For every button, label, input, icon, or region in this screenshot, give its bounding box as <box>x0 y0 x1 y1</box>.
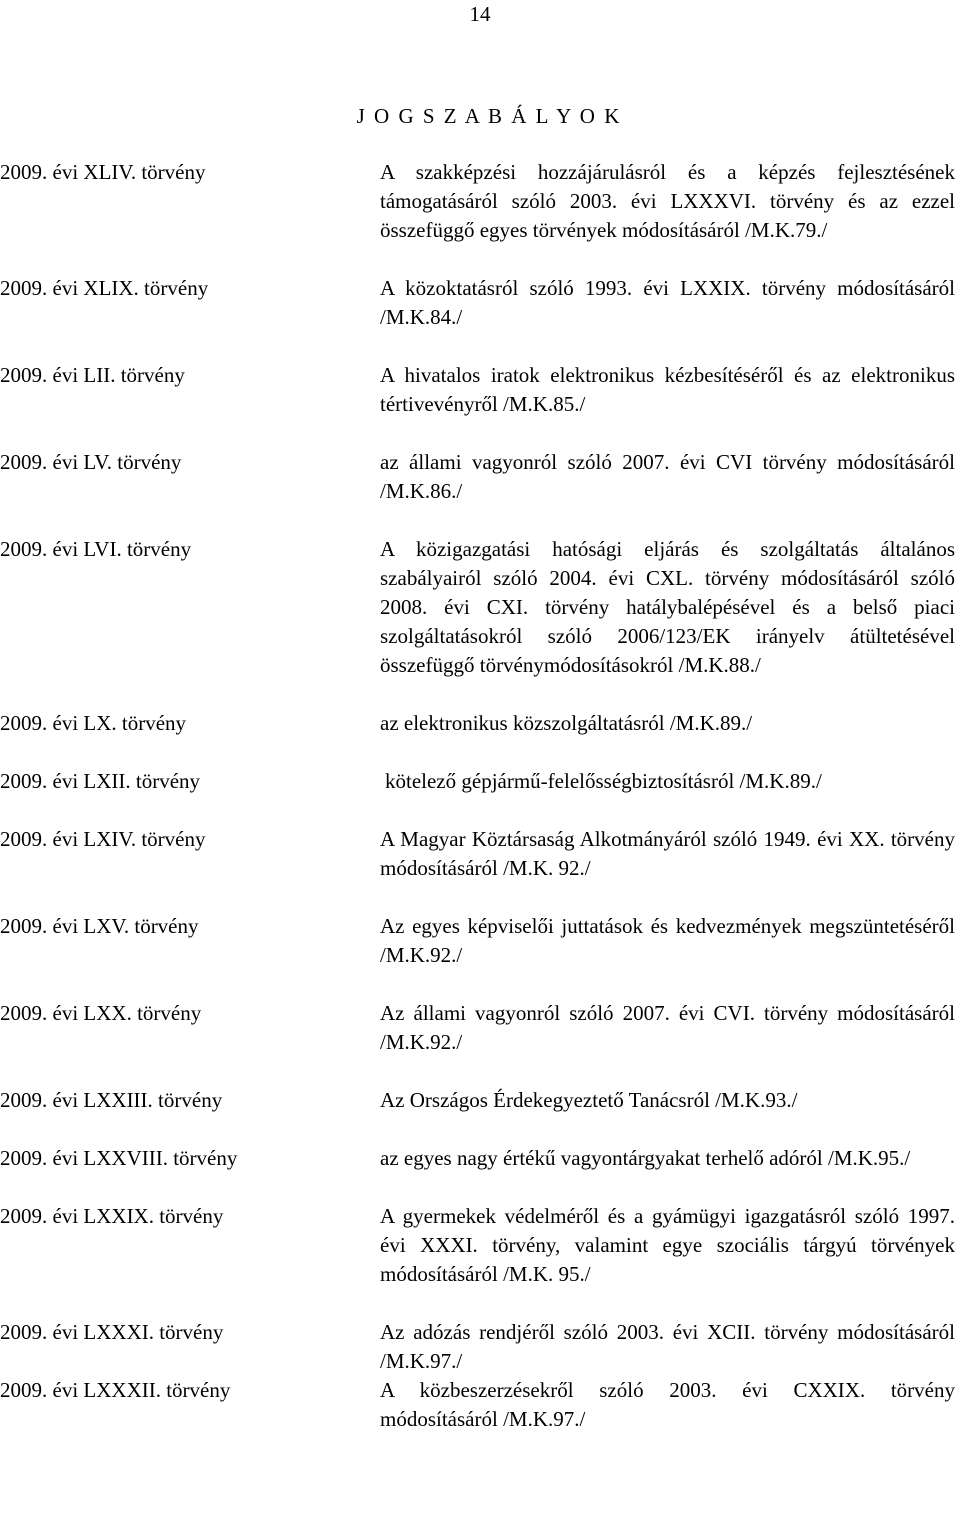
law-entry <box>0 1086 960 1115</box>
law-entry <box>0 1202 960 1289</box>
law-entry <box>0 535 960 680</box>
law-entry <box>0 361 960 419</box>
law-reference: 2009. évi XLIX. törvény <box>0 276 209 300</box>
law-entry <box>0 448 960 506</box>
law-description: az elektronikus közszolgáltatásról /M.K.89./ <box>380 711 753 735</box>
law-reference: 2009. évi XLIV. törvény <box>0 160 206 184</box>
law-entry <box>0 1376 960 1434</box>
law-entry <box>0 158 960 245</box>
law-entry <box>0 709 960 738</box>
law-reference: 2009. évi LXIV. törvény <box>0 827 206 851</box>
law-entry <box>0 274 960 332</box>
law-reference: 2009. évi LXII. törvény <box>0 769 201 793</box>
law-description: A Magyar Köztársaság Alkotmányáról szóló 1949. évi XX. törvény módosításáról /M.K. 92./ <box>380 827 955 880</box>
law-description: A hivatalos iratok elektronikus kézbesítéséről és az elektronikus tértivevényről /M.K.85./ <box>380 363 955 416</box>
law-description: Az adózás rendjéről szóló 2003. évi XCII. törvény módosításáról /M.K.97./ <box>380 1320 955 1373</box>
law-entry <box>0 999 960 1057</box>
law-description: az egyes nagy értékű vagyontárgyakat terhelő adóról /M.K.95./ <box>380 1146 911 1170</box>
law-entry <box>0 1144 960 1173</box>
law-entry <box>0 767 960 796</box>
law-description: az állami vagyonról szóló 2007. évi CVI törvény módosításáról /M.K.86./ <box>380 450 955 503</box>
law-reference: 2009. évi LXXIII. törvény <box>0 1088 223 1112</box>
law-description: Az állami vagyonról szóló 2007. évi CVI. törvény módosításáról /M.K.92./ <box>380 1001 955 1054</box>
law-reference: 2009. évi LVI. törvény <box>0 537 192 561</box>
law-reference: 2009. évi LV. törvény <box>0 450 182 474</box>
law-reference: 2009. évi LX. törvény <box>0 711 187 735</box>
law-description: A gyermekek védelméről és a gyámügyi igazgatásról szóló 1997. évi XXXI. törvény, valamint egye szociális tárgyú törvények módosításáról /M.K. 95./ <box>380 1204 955 1286</box>
law-entry <box>0 1318 960 1376</box>
law-entry <box>0 912 960 970</box>
law-description: A szakképzési hozzájárulásról és a képzés fejlesztésének támogatásáról szóló 2003. évi LXXXVI. törvény és az ezzel összefüggő egyes törvények módosításáról /M.K.79./ <box>380 160 955 242</box>
law-reference: 2009. évi LXXVIII. törvény <box>0 1146 238 1170</box>
law-description: A közoktatásról szóló 1993. évi LXXIX. törvény módosításáról /M.K.84./ <box>380 276 955 329</box>
page-number: 14 <box>469 2 491 26</box>
law-entry <box>0 825 960 883</box>
law-reference: 2009. évi LXXXI. törvény <box>0 1320 224 1344</box>
law-reference: 2009. évi LXV. törvény <box>0 914 199 938</box>
law-list <box>0 158 960 1434</box>
law-description: Az Országos Érdekegyeztető Tanácsról /M.K.93./ <box>380 1088 798 1112</box>
law-reference: 2009. évi LII. törvény <box>0 363 185 387</box>
law-reference: 2009. évi LXXIX. törvény <box>0 1204 224 1228</box>
law-description: A közbeszerzésekről szóló 2003. évi CXXIX. törvény módosításáról /M.K.97./ <box>380 1378 955 1431</box>
law-reference: 2009. évi LXXXII. törvény <box>0 1378 231 1402</box>
law-description: A közigazgatási hatósági eljárás és szolgáltatás általános szabályairól szóló 2004. évi CXL. törvény módosításáról szóló 2008. évi CXI. törvény hatálybalépésével és a belső piaci szolgáltatásokról szóló 2006/123/EK irányelv átültetésével összefüggő törvénymódosításokról /M.K.88./ <box>380 537 955 677</box>
law-description: kötelező gépjármű-felelősségbiztosításról /M.K.89./ <box>385 769 822 793</box>
law-reference: 2009. évi LXX. törvény <box>0 1001 202 1025</box>
law-description: Az egyes képviselői juttatások és kedvezmények megszüntetéséről /M.K.92./ <box>380 914 955 967</box>
page-title: J O G S Z A B Á L Y O K <box>356 104 622 128</box>
